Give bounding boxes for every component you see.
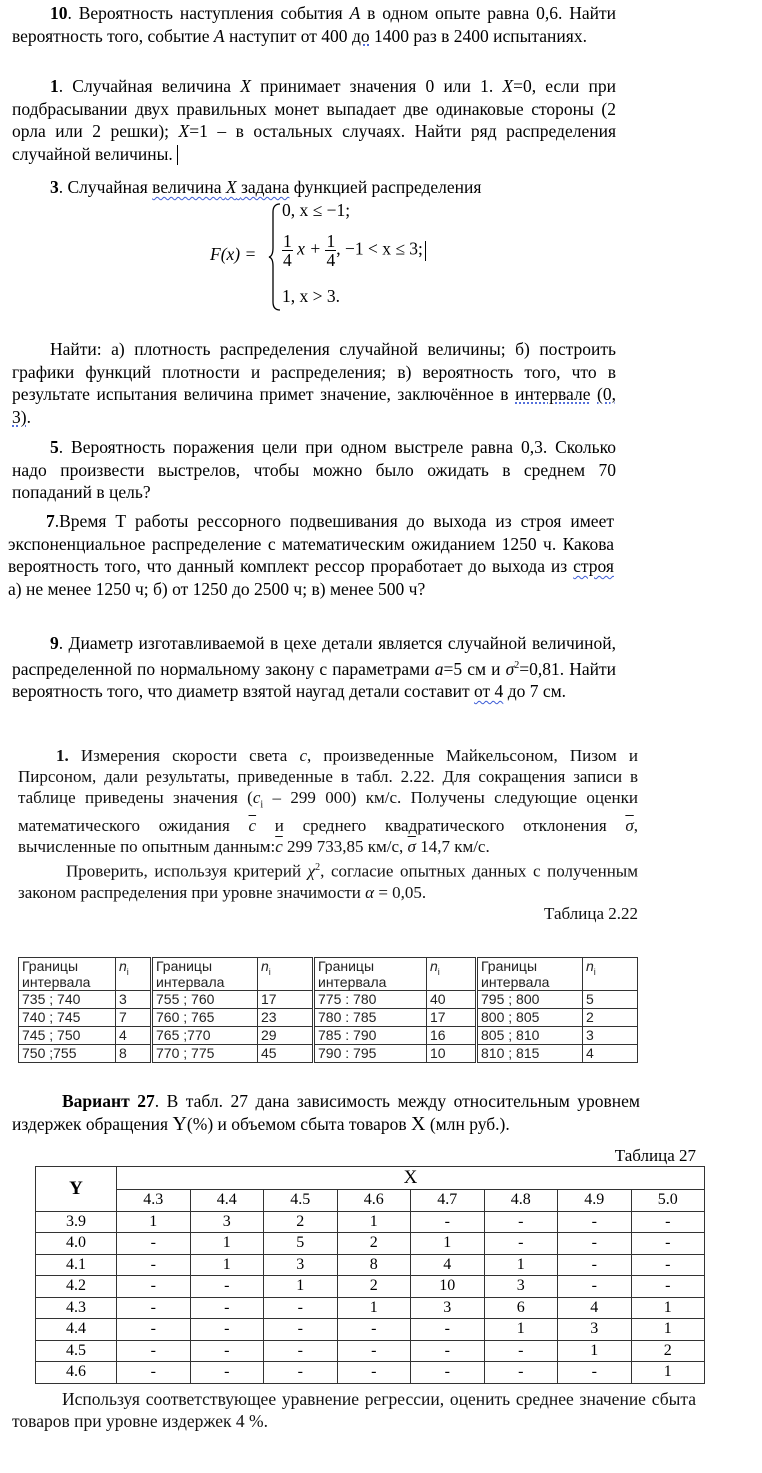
y-value-cell: 3.9 [36,1211,117,1233]
x-value-header: 5.0 [631,1190,705,1212]
text: а) не менее 1250 ч; б) от 1250 до 2500 ч; в) менее 500 ч? [8,578,426,599]
table-cell: - [190,1276,264,1298]
table-cell: - [264,1319,338,1341]
table-row [36,1362,705,1384]
table-cell: 4 [583,1045,638,1063]
table-cell: 3 [190,1211,264,1233]
var: n [586,958,594,974]
x-value-header: 4.6 [337,1190,411,1212]
var: X [178,121,190,141]
spellcheck-word: величина [152,177,222,197]
table-cell: 1 [484,1319,558,1341]
table-cell: 1 [190,1254,264,1276]
table-cell: - [117,1254,191,1276]
formula-case-3: 1, x > 3. [282,286,340,306]
spellcheck-word: от 4 [474,680,504,701]
table-row [36,1254,705,1276]
column-header: Границы интервала [152,958,258,991]
table-cell: - [337,1340,411,1362]
table-row [19,1045,638,1063]
table-cell: 755 ; 760 [152,991,258,1009]
text: . Вероятность наступления события [67,3,350,23]
table-cell: - [117,1233,191,1255]
table-row [36,1319,705,1341]
text: до 7 см. [503,680,567,701]
table-cell: 760 ; 765 [152,1009,258,1027]
problem-9 [12,632,616,702]
problem-number: 1 [50,76,59,96]
table-cell: 780 : 785 [314,1009,427,1027]
text: Найти: а) плотность распределения случайной величины; б) построить графики функций плотности и распределения; в) вероятность того, что в результате испытания величина примет значение, заключённое в [12,339,616,404]
table-cell: - [484,1362,558,1384]
text-cursor [425,241,426,261]
table-cell: 775 : 780 [314,991,427,1009]
spellcheck-word: задана [240,177,290,197]
table-2-22 [18,957,638,1063]
text: , вычисленные по опытным данным: [18,816,638,857]
column-header: $n_i$ [116,958,152,991]
fraction [282,232,293,269]
x-value-header: 4.5 [264,1190,338,1212]
text: Используя соответствующее уравнение регрессии, оценить среднее значение сбыта товаров при уровне издержек 4 %. [12,1389,696,1431]
table-row [19,1009,638,1027]
x-value-header: 4.9 [558,1190,632,1212]
table-row [36,1276,705,1298]
table-body [19,991,638,1063]
table-row [36,1297,705,1319]
table-cell: - [631,1211,705,1233]
y-axis-header: Y [36,1167,117,1212]
table-cell: - [117,1276,191,1298]
var: $\overline{\sigma}$ [407,837,416,857]
table-cell: 1 [337,1297,411,1319]
table-cell: 6 [484,1297,558,1319]
table-cell: 2 [583,1009,638,1027]
table-cell: 2 [337,1233,411,1255]
table-caption: Таблица 27 [614,1146,696,1165]
table-cell: - [117,1362,191,1384]
table-cell: 23 [258,1009,314,1027]
table-cell: 17 [427,1009,477,1027]
problem-number: 10 [50,3,68,23]
column-header: $n_i$ [583,958,638,991]
problem-number: 3 [50,177,59,197]
var: $\overline{\sigma}$ [625,816,634,836]
text-cursor [177,145,178,165]
term: x + [292,238,326,259]
column-header: Границы интервала [314,958,427,991]
formula-case-2 [282,232,426,269]
x-value-header: 4.8 [484,1190,558,1212]
table-cell: - [117,1340,191,1362]
table-cell: 785 : 790 [314,1027,427,1045]
table-cell: - [117,1297,191,1319]
interval: (0, 3) [12,384,616,427]
text: принимает значения 0 или 1. [250,76,503,96]
table-cell: - [558,1254,632,1276]
table-cell: - [484,1340,558,1362]
text: функцией распределения [289,177,482,197]
table-cell: 45 [258,1045,314,1063]
table-cell: 40 [427,991,477,1009]
table-cell: 1 [264,1276,338,1298]
table-cell: 1 [631,1297,705,1319]
text: (%) и объемом сбыта товаров [186,1113,411,1134]
table-cell: - [631,1233,705,1255]
y-value-cell: 4.2 [36,1276,117,1298]
table-cell: - [558,1211,632,1233]
problem-10 [12,2,616,47]
distribution-formula [210,198,510,316]
var: c [252,788,261,807]
table-cell: 4 [558,1297,632,1319]
table-cell: 5 [583,991,638,1009]
y-value-cell: 4.0 [36,1233,117,1255]
table-caption: Таблица 2.22 [544,904,638,924]
text: =1 – в остальных случаях. Найти ряд распределения случайной величины. [12,121,616,164]
problem-3 [12,176,616,199]
problem-number: 7 [46,511,55,531]
table-cell: 7 [116,1009,152,1027]
table-cell: - [190,1362,264,1384]
var: X [411,1112,426,1135]
variant-title: Вариант 27 [62,1091,155,1111]
table-cell: - [631,1276,705,1298]
var: A [213,25,225,46]
table-cell: 1 [190,1233,264,1255]
variant-27 [12,1090,640,1135]
table-cell: 1 [631,1362,705,1384]
table-cell: 29 [258,1027,314,1045]
x-axis-header: X [117,1167,705,1190]
underlined-word: интервале [515,384,591,404]
table-cell: - [558,1276,632,1298]
table-cell: - [337,1362,411,1384]
text: – 299 000) км/с. Получены следующие оценки математического ожидания [18,788,638,836]
denominator: 4 [283,250,292,270]
table-cell: - [264,1340,338,1362]
var: A [349,3,361,23]
table-cell: - [411,1319,485,1341]
condition: , −1 < x ≤ 3; [336,238,423,259]
table-cell: 17 [258,991,314,1009]
table-cell: - [190,1340,264,1362]
table-cell: 2 [631,1340,705,1362]
table-cell: 765 ;770 [152,1027,258,1045]
text: . Вероятность поражения цели при одном выстреле равна 0,3. Сколько надо произвести выстрелов, чтобы можно было ожидать в среднем 70 попаданий в цель? [12,437,616,502]
table-cell: - [558,1362,632,1384]
table-cell: 790 : 795 [314,1045,427,1063]
table-cell: 10 [427,1045,477,1063]
table-27 [35,1166,705,1384]
table-cell: - [190,1319,264,1341]
y-value-cell: 4.1 [36,1254,117,1276]
text: = 0,05. [374,883,427,903]
problem-5 [12,436,616,504]
var: c [299,746,308,765]
var: X [502,76,514,96]
period: . [26,406,31,427]
column-header: $n_i$ [258,958,314,991]
text: , согласие опытных данных с полученным законом распределения при уровне значимости [18,862,638,903]
table-header-row [19,958,638,991]
x-values-row [36,1190,705,1212]
text: Проверить, используя критерий [66,862,308,882]
table-cell: 800 ; 805 [477,1009,583,1027]
var: σ [505,658,515,679]
text: . В табл. 27 дана зависимость между относительным уровнем издержек обращения [12,1091,641,1134]
var: $\overline{c}$ [248,816,257,836]
table-header-row [36,1167,705,1190]
text: в одном опыте равна 0,6. Найти вероятность того, событие [12,3,616,46]
table-row [36,1233,705,1255]
table-row [19,1027,638,1045]
formula-lhs: F(x) = [210,244,257,264]
table-cell: - [117,1319,191,1341]
var: a [434,658,444,679]
problem-3-questions [12,338,616,428]
text: . Случайная величина [58,76,241,96]
y-value-cell: 4.4 [36,1319,117,1341]
text: и среднего квадратического отклонения [256,816,626,836]
table-cell: 740 ; 745 [19,1009,116,1027]
x-value-header: 4.4 [190,1190,264,1212]
subscript: i [260,799,264,811]
fraction [325,232,336,269]
var: X [225,177,237,197]
var: α [365,883,375,903]
table-cell: 810 ; 815 [477,1045,583,1063]
spellcheck-word: строя [573,556,614,576]
text: (млн руб.). [425,1113,510,1134]
table-cell: 16 [427,1027,477,1045]
numerator: 1 [283,231,292,251]
text: . Случайная [58,177,153,197]
text: =5 см и [443,658,506,679]
column-header: Границы интервала [19,958,116,991]
var: $\overline{c}$ [275,837,283,857]
formula-case-1: 0, x ≤ −1; [282,200,351,220]
table-cell: 3 [116,991,152,1009]
table-cell: - [558,1233,632,1255]
table-cell: 750 ;755 [19,1045,116,1063]
table-cell: - [411,1340,485,1362]
y-value-cell: 4.5 [36,1340,117,1362]
problem-7 [8,510,614,600]
problem-number: 5 [50,437,59,457]
text: .Время Т работы рессорного подвешивания до выхода из строя имеет экспоненциальное распределение с математическим ожиданием 1250 ч. Какова вероятность того, что данный комплект рессор проработает до выхода из [8,511,614,576]
problem-number: 9 [50,633,59,653]
problem-1 [12,75,616,165]
table-cell: 770 ; 775 [152,1045,258,1063]
table-row [36,1340,705,1362]
table-cell: 805 ; 810 [477,1027,583,1045]
table-cell: 3 [411,1297,485,1319]
table-cell: 10 [411,1276,485,1298]
table-cell: - [337,1319,411,1341]
table-cell: - [264,1297,338,1319]
var: n [430,958,438,974]
text: Измерения скорости света [68,746,300,765]
table-cell: - [411,1362,485,1384]
table-cell: 1 [117,1211,191,1233]
table-cell: 1 [337,1211,411,1233]
text: =0,81. Найти вероятность того, что диаметр взятой наугад детали составит [12,658,617,701]
table-cell: 4 [116,1027,152,1045]
table-body [36,1211,705,1383]
text: 14,7 км/с. [415,837,490,857]
problem-number: 1. [56,746,69,765]
x-value-header: 4.3 [117,1190,191,1212]
table-cell: - [411,1211,485,1233]
table-cell: - [190,1297,264,1319]
table-cell: - [264,1362,338,1384]
exponent: 2 [315,862,321,874]
table-cell: 795 ; 800 [477,991,583,1009]
table-cell: - [484,1211,558,1233]
table-cell: 1 [484,1254,558,1276]
table-cell: 735 ; 740 [19,991,116,1009]
var: Y [172,1112,187,1135]
var: n [119,958,127,974]
table-cell: 8 [337,1254,411,1276]
column-header: $n_i$ [427,958,477,991]
denominator: 4 [326,250,336,270]
table-cell: 8 [116,1045,152,1063]
y-value-cell: 4.6 [36,1362,117,1384]
underlined-word: до [351,25,370,46]
left-brace-icon [268,202,282,312]
exponent: 2 [514,659,520,671]
table-cell: - [484,1233,558,1255]
text: =0, если при подбрасывании двух правильных монет выпадает две одинаковые стороны (2 орла или 2 решки); [12,76,616,141]
y-value-cell: 4.3 [36,1297,117,1319]
text: , произведенные Майкельсоном, Пизом и Пирсоном, дали результаты, приведенные в табл. 2.22. Для сокращения записи в таблице приведены значения ( [18,746,638,807]
table-cell: 3 [558,1319,632,1341]
final-question [12,1388,696,1432]
table-cell: 745 ; 750 [19,1027,116,1045]
scanned-problem-light-speed [18,745,638,924]
table-row [36,1211,705,1233]
table-cell: 5 [264,1233,338,1255]
table-cell: - [631,1254,705,1276]
text: наступит от 400 [224,25,352,46]
numerator: 1 [326,231,336,251]
table-cell: 3 [264,1254,338,1276]
table-cell: 3 [484,1276,558,1298]
table-cell: 4 [411,1254,485,1276]
var: X [240,76,251,96]
var: n [261,958,269,974]
table-cell: 2 [337,1276,411,1298]
table-cell: 1 [411,1233,485,1255]
column-header: Границы интервала [477,958,583,991]
text: . Диаметр изготавливаемой в цехе детали является случайной величиной, распределенной по нормальному закону с параметрами [12,633,616,679]
table-cell: 3 [583,1027,638,1045]
text: 299 733,85 км/с, [282,837,408,857]
x-value-header: 4.7 [411,1190,485,1212]
table-row [19,991,638,1009]
table-cell: 2 [264,1211,338,1233]
var: χ [307,862,316,882]
table-cell: 1 [631,1319,705,1341]
text: 1400 раз в 2400 испытаниях. [369,25,587,46]
table-cell: 1 [558,1340,632,1362]
